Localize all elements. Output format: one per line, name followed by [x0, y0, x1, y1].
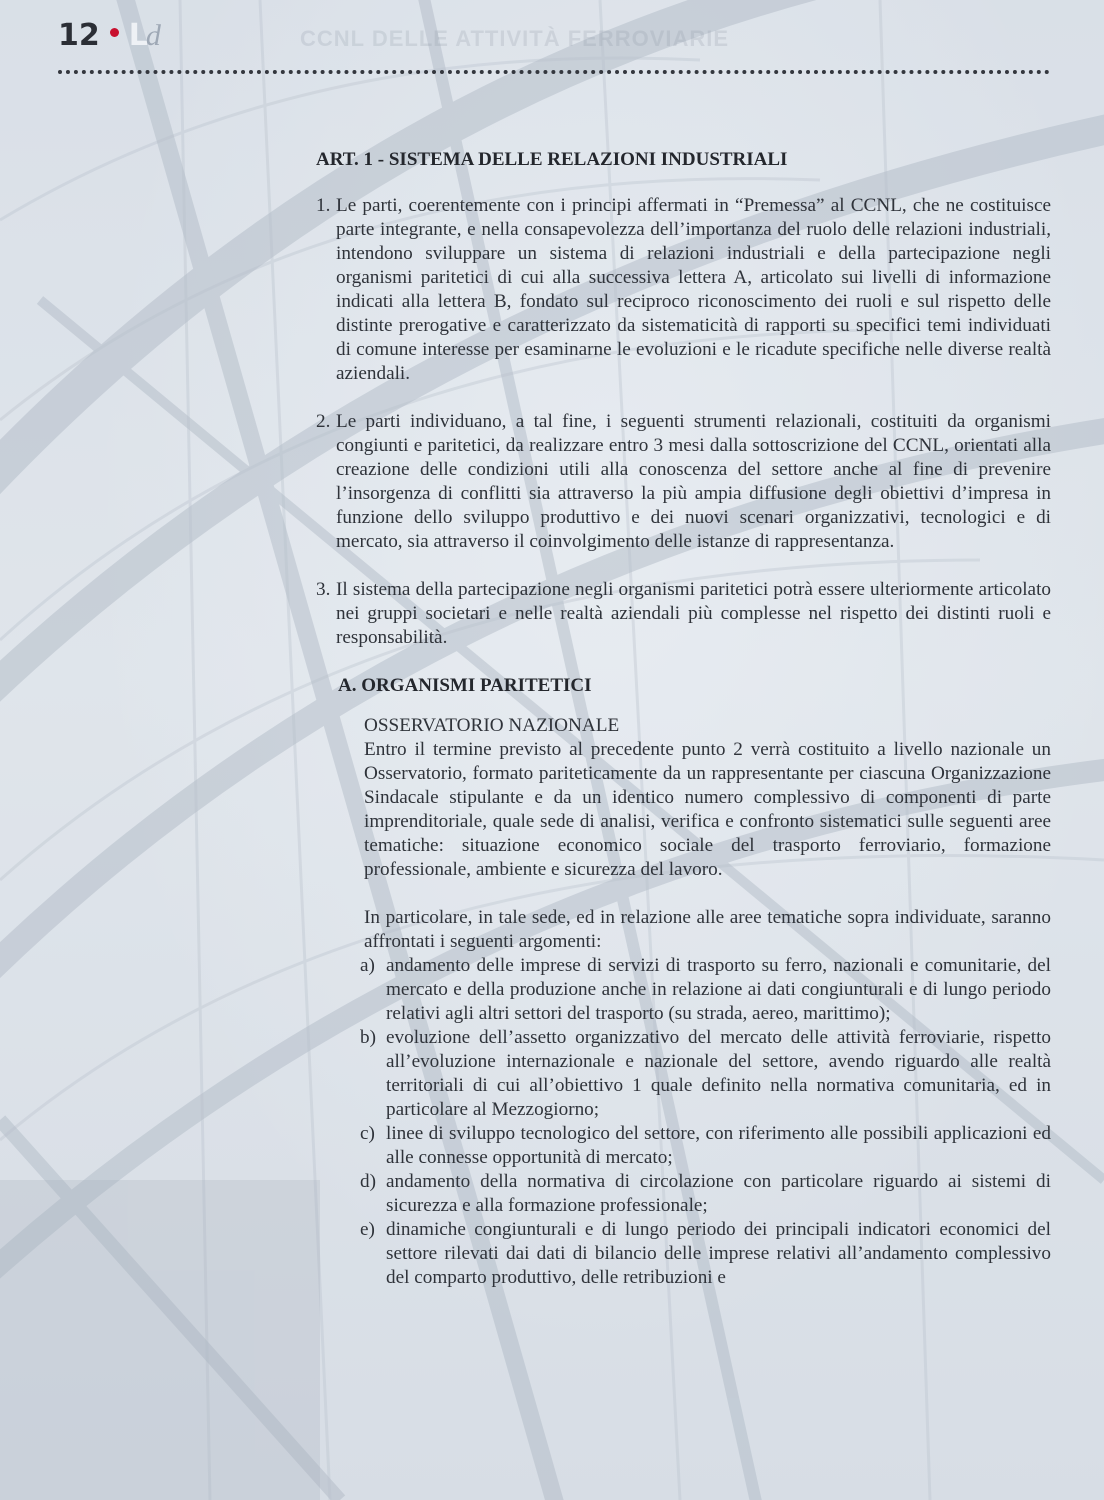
- topics-intro: In particolare, in tale sede, ed in relazione alle aree tematiche sopra individuate, saranno affrontati i seguenti argomenti:: [364, 907, 1051, 952]
- list-item: [360, 954, 1051, 1026]
- list-item-text: andamento della normativa di circolazione con particolare riguardo ai sistemi di sicurezza e alla formazione professionale;: [386, 1171, 1051, 1216]
- list-item-letter: d): [360, 1171, 376, 1192]
- list-item-text: dinamiche congiunturali e di lungo periodo dei principali indicatori economici del settore rilevati dai dati di bilancio delle imprese relativi all’andamento complessivo del comparto produttivo, delle retribuzioni e: [386, 1219, 1051, 1288]
- paragraph-text: Le parti, coerentemente con i principi affermati in “Premessa” al CCNL, che ne costituisce parte integrante, e nella consapevolezza dell’importanza del ruolo delle relazioni industriali, intendono sviluppare un sistema di relazioni industriali e della partecipazione negli organismi paritetici di cui alla successiva lettera A, articolato sui livelli di informazione indicati alla lettera B, fondato sul reciproco riconoscimento dei ruoli e sul rispetto delle distinte prerogative e caratterizzato da sistematicità di rapporti su specifici temi individuati di comune interesse per esaminarne le evoluzioni e le ricadute specifiche nelle diverse realtà aziendali.: [336, 195, 1051, 384]
- list-item-text: evoluzione dell’assetto organizzativo del mercato delle attività ferroviarie, rispetto all’evoluzione internazionale e nazionale del settore, avendo riguardo alle realtà territoriali di cui all’obiettivo 1 quale definito nella normativa comunitaria, ed in particolare al Mezzogiorno;: [386, 1027, 1051, 1120]
- paragraph-2: [316, 410, 1051, 554]
- list-item: [360, 1218, 1051, 1290]
- dotted-divider: [58, 70, 1050, 74]
- paragraph-3: [316, 578, 1051, 650]
- paragraph-number: 3.: [316, 579, 331, 600]
- logo-letter-l: L: [128, 18, 146, 53]
- list-item-letter: b): [360, 1027, 376, 1048]
- article-content: [316, 148, 1051, 1290]
- paragraph-number: 2.: [316, 411, 331, 432]
- list-item-letter: a): [360, 955, 375, 976]
- list-item: [360, 1170, 1051, 1218]
- logo-letter-d: d: [145, 19, 159, 52]
- running-title-watermark: CCNL DELLE ATTIVITÀ FERROVIARIE: [300, 26, 730, 51]
- list-item-text: linee di sviluppo tecnologico del settore, con riferimento alle possibili applicazioni ed alle connesse opportunità di mercato;: [386, 1123, 1051, 1168]
- osservatorio-heading: OSSERVATORIO NAZIONALE: [364, 715, 620, 736]
- list-item-letter: c): [360, 1123, 375, 1144]
- red-bullet-icon: [110, 28, 119, 37]
- list-item-text: andamento delle imprese di servizi di trasporto su ferro, nazionali e comunitarie, del mercato e della produzione anche in relazione ai dati congiunturali e di lungo periodo relativi agli altri settori del trasporto (su strada, aereo, marittimo);: [386, 955, 1051, 1024]
- list-item-letter: e): [360, 1219, 375, 1240]
- page-number: 12: [58, 18, 100, 53]
- article-title: ART. 1 - SISTEMA DELLE RELAZIONI INDUSTRIALI: [316, 149, 788, 170]
- page-header: [58, 18, 159, 53]
- paragraph-1: [316, 194, 1051, 386]
- list-item: [360, 1026, 1051, 1122]
- paragraph-text: Le parti individuano, a tal fine, i seguenti strumenti relazionali, costituiti da organismi congiunti e paritetici, da realizzare entro 3 mesi dalla sottoscrizione del CCNL, orientati alla creazione delle condizioni utili alla conoscenza del settore anche al fine di prevenire l’insorgenza di conflitti sia attraverso la più ampia diffusione degli obiettivi d’impresa in funzione dello sviluppo produttivo e dei nuovi scenari organizzativi, tecnologici e di mercato, sia attraverso il coinvolgimento delle istanze di rappresentanza.: [336, 411, 1051, 552]
- osservatorio-text: Entro il termine previsto al precedente punto 2 verrà costituito a livello nazionale un Osservatorio, formato pariteticamente da un rappresentante per ciascuna Organizzazione Sindacale stipulante e da un identico numero complessivo di componenti di parte imprenditoriale, quale sede di analisi, verifica e confronto sistematici sulle seguenti aree tematiche: situazione economico sociale del trasporto ferroviario, formazione professionale, ambiente e sicurezza del lavoro.: [364, 739, 1051, 880]
- paragraph-text: Il sistema della partecipazione negli organismi paritetici potrà essere ulteriormente articolato nei gruppi societari e nelle realtà aziendali più complesse nel rispetto dei distinti ruoli e responsabilità.: [336, 579, 1051, 648]
- section-a-title: A. ORGANISMI PARITETICI: [338, 675, 592, 696]
- list-item: [360, 1122, 1051, 1170]
- paragraph-number: 1.: [316, 195, 331, 216]
- ld-logo: [129, 18, 159, 53]
- section-a-body: [316, 714, 1051, 1290]
